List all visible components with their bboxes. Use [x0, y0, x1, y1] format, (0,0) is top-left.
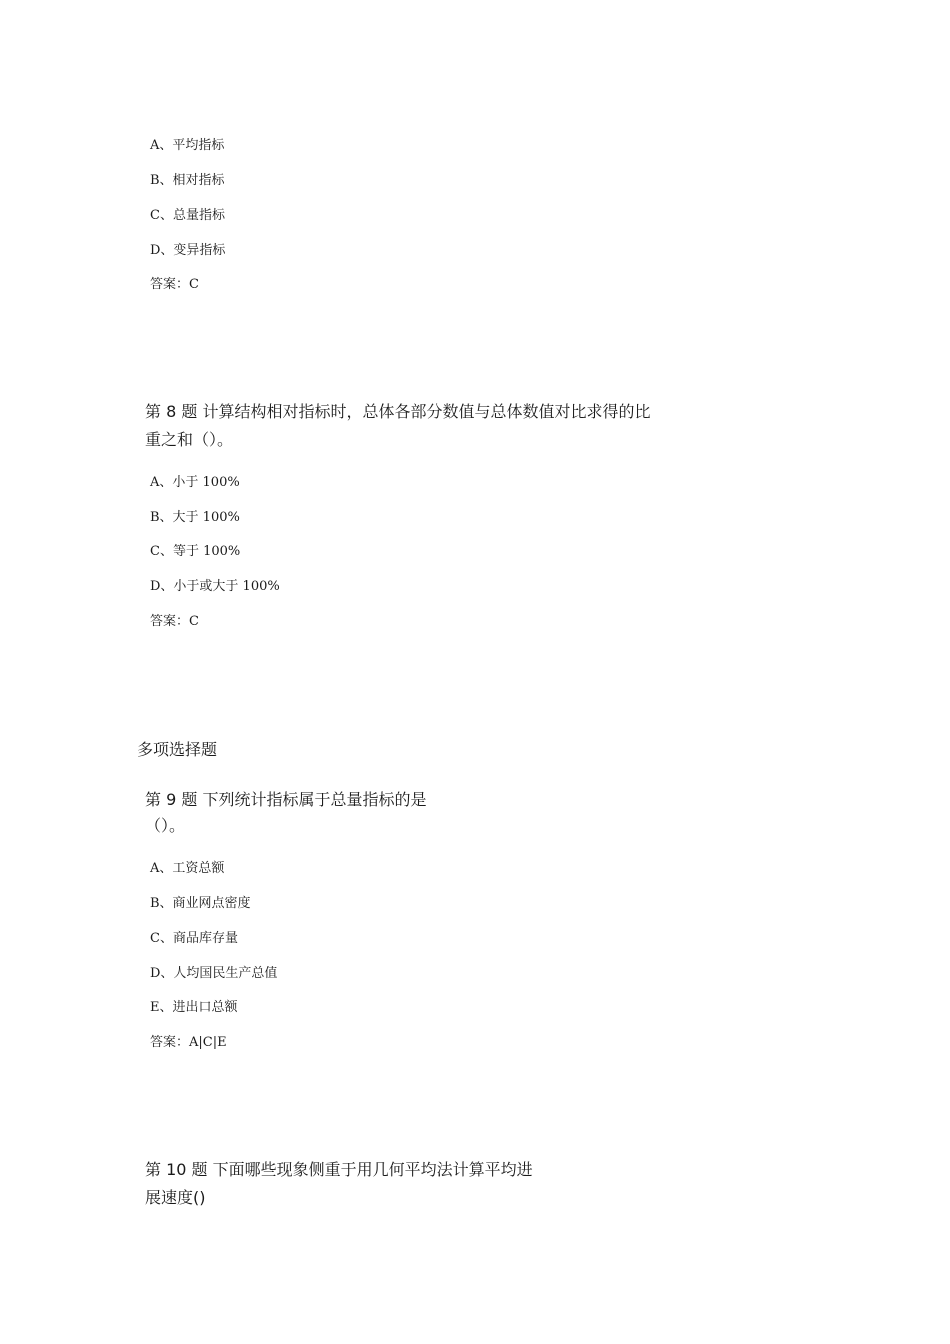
q7-option-c: C、总量指标	[150, 208, 225, 223]
q9-answer: 答案：A|C|E	[150, 1035, 227, 1050]
section-title: 多项选择题	[137, 740, 218, 759]
q9-option-a: A、工资总额	[150, 861, 225, 876]
q9-option-e: E、进出口总额	[150, 1000, 238, 1015]
q7-option-a: A、平均指标	[150, 138, 225, 153]
q8-option-d: D、小于或大于 100%	[150, 579, 280, 594]
q8-option-c: C、等于 100%	[150, 544, 241, 559]
q8-answer: 答案：C	[150, 614, 199, 629]
q7-answer: 答案：C	[150, 277, 199, 292]
q9-option-b: B、商业网点密度	[150, 896, 251, 911]
q10-question-line-2: 展速度()	[145, 1188, 206, 1207]
q7-option-d: D、变异指标	[150, 243, 226, 258]
q10-question-line-1: 第 10 题 下面哪些现象侧重于用几何平均法计算平均进	[145, 1160, 533, 1179]
q9-option-c: C、商品库存量	[150, 931, 238, 946]
q8-question-line-2: 重之和（）。	[145, 430, 234, 449]
q7-option-b: B、相对指标	[150, 173, 225, 188]
q9-question-line-1: 第 9 题 下列统计指标属于总量指标的是	[145, 790, 427, 809]
q8-option-b: B、大于 100%	[150, 510, 240, 525]
q9-option-d: D、人均国民生产总值	[150, 966, 278, 981]
q8-question-line-1: 第 8 题 计算结构相对指标时，总体各部分数值与总体数值对比求得的比	[145, 402, 651, 421]
q9-question-line-2: （）。	[145, 816, 186, 835]
q8-option-a: A、小于 100%	[150, 475, 240, 490]
